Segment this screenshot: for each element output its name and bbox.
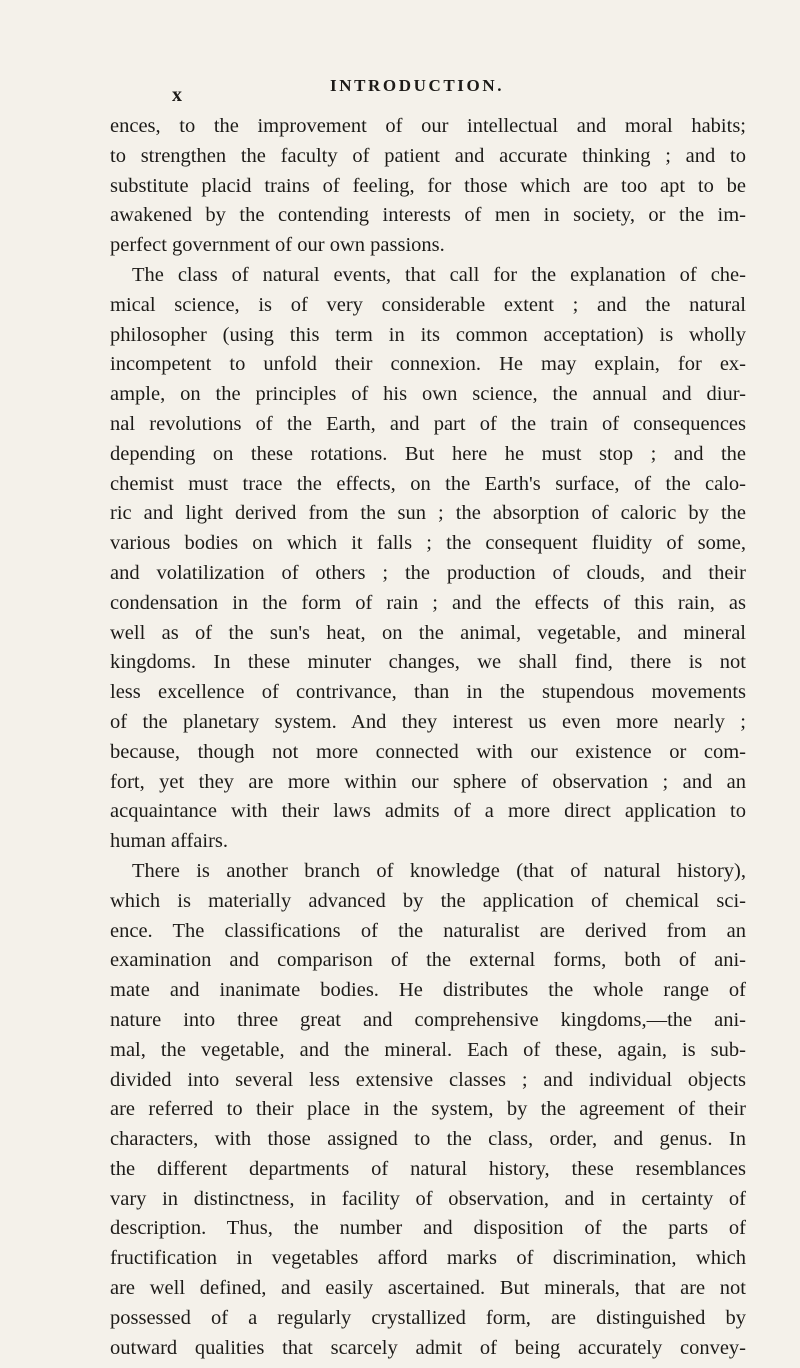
text-line: vary in distinctness, in facility of observation, and in certainty of — [110, 1187, 746, 1210]
text-line: less excellence of contrivance, than in the stupendous movements — [110, 681, 746, 704]
text-line: acquaintance with their laws admits of a more direct application to — [110, 800, 746, 823]
text-line: description. Thus, the number and disposition of the parts of — [110, 1217, 746, 1240]
page-number: x — [172, 84, 183, 106]
text-line: possessed of a regularly crystallized form, are distinguished by — [110, 1306, 746, 1329]
text-line: philosopher (using this term in its common acceptation) is wholly — [110, 323, 746, 346]
text-line: mical science, is of very considerable extent ; and the natural — [110, 293, 746, 316]
paragraph — [110, 261, 746, 857]
text-line: because, though not more connected with our existence or com- — [110, 740, 746, 763]
text-line: various bodies on which it falls ; the consequent fluidity of some, — [110, 532, 746, 555]
text-line: the different departments of natural history, these resemblances — [110, 1157, 746, 1180]
text-line: well as of the sun's heat, on the animal, vegetable, and mineral — [110, 621, 746, 644]
text-line: of the planetary system. And they interest us even more nearly ; — [110, 710, 746, 733]
text-line: nature into three great and comprehensive kingdoms,—the ani- — [110, 1008, 746, 1031]
text-line: depending on these rotations. But here he must stop ; and the — [110, 442, 746, 465]
text-line: kingdoms. In these minuter changes, we shall find, there is not — [110, 651, 746, 674]
running-head — [0, 76, 800, 106]
text-line: ence. The classifications of the naturalist are derived from an — [110, 919, 746, 942]
text-line: mal, the vegetable, and the mineral. Each of these, again, is sub- — [110, 1038, 746, 1061]
text-line: human affairs. — [110, 830, 229, 853]
text-line: characters, with those assigned to the class, order, and genus. In — [110, 1128, 746, 1151]
text-line: examination and comparison of the external forms, both of ani- — [110, 949, 746, 972]
text-line: There is another branch of knowledge (that of natural history), — [132, 859, 746, 882]
text-line: incompetent to unfold their connexion. He may explain, for ex- — [110, 353, 746, 376]
text-line: mate and inanimate bodies. He distributes the whole range of — [110, 979, 746, 1002]
text-line: fort, yet they are more within our sphere of observation ; and an — [110, 770, 746, 793]
text-line: divided into several less extensive classes ; and individual objects — [110, 1068, 746, 1091]
body-text — [110, 112, 746, 1363]
text-line: nal revolutions of the Earth, and part of the train of consequences — [110, 412, 746, 435]
text-line: which is materially advanced by the application of chemical sci- — [110, 889, 746, 912]
text-line: The class of natural events, that call for the explanation of che- — [132, 263, 746, 286]
text-line: are referred to their place in the system, by the agreement of their — [110, 1098, 746, 1121]
text-line: awakened by the contending interests of men in society, or the im- — [110, 204, 746, 227]
paragraph — [110, 112, 746, 261]
paragraph — [110, 857, 746, 1364]
text-line: fructification in vegetables afford marks of discrimination, which — [110, 1247, 746, 1270]
running-head-title: INTRODUCTION. — [330, 76, 505, 95]
text-line: outward qualities that scarcely admit of being accurately convey- — [110, 1336, 746, 1359]
text-line: ample, on the principles of his own science, the annual and diur- — [110, 383, 746, 406]
text-line: condensation in the form of rain ; and the effects of this rain, as — [110, 591, 746, 614]
text-line: ences, to the improvement of our intellectual and moral habits; — [110, 115, 746, 137]
text-line: and volatilization of others ; the production of clouds, and their — [110, 561, 746, 584]
text-line: perfect government of our own passions. — [110, 234, 445, 257]
text-line: chemist must trace the effects, on the Earth's surface, of the calo- — [110, 472, 746, 495]
text-line: substitute placid trains of feeling, for those which are too apt to be — [110, 174, 746, 197]
text-line: are well defined, and easily ascertained. But minerals, that are not — [110, 1277, 746, 1300]
text-line: ric and light derived from the sun ; the absorption of caloric by the — [110, 502, 746, 525]
text-line: to strengthen the faculty of patient and accurate thinking ; and to — [110, 144, 746, 167]
